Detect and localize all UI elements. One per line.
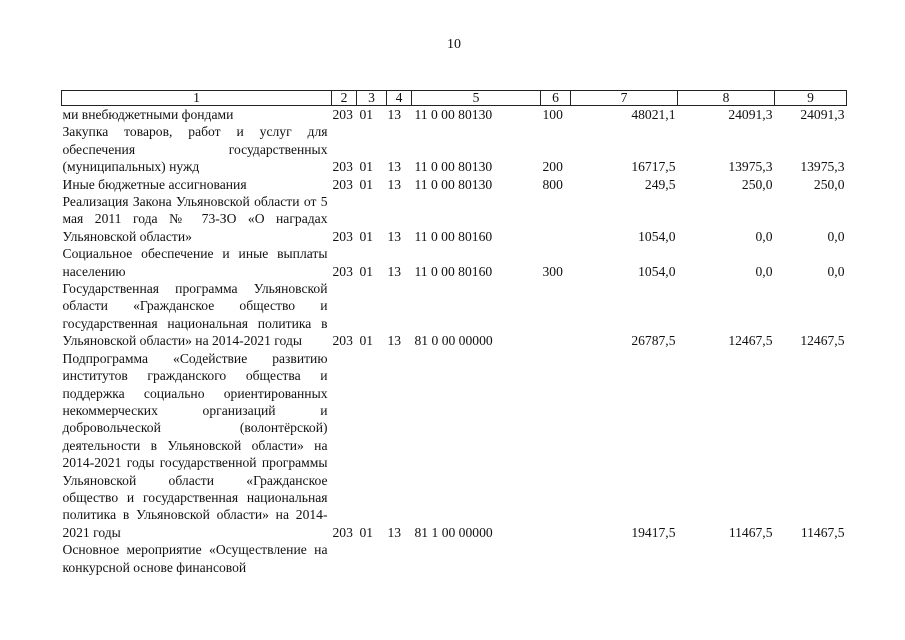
table-row bbox=[62, 541, 847, 576]
header-col-7: 7 bbox=[571, 91, 678, 106]
row-ministry-code: 203 bbox=[332, 228, 353, 244]
row-amount-1: 19417,5 bbox=[631, 524, 676, 540]
row-expense-type bbox=[541, 350, 571, 541]
row-subsection: 13 bbox=[387, 159, 402, 175]
row-amount-3: 13975,3 bbox=[800, 159, 845, 175]
row-expense-type: 800 bbox=[542, 176, 563, 192]
row-ministry-code: 203 bbox=[332, 176, 353, 192]
budget-table bbox=[61, 90, 847, 576]
header-col-6: 6 bbox=[541, 91, 571, 106]
row-amount-2: 12467,5 bbox=[728, 333, 773, 349]
row-amount-2: 11467,5 bbox=[728, 524, 773, 540]
row-subsection: 13 bbox=[387, 176, 402, 192]
row-amount-2: 24091,3 bbox=[728, 107, 773, 122]
row-name: Закупка товаров, работ и услуг для обеспечения государственных (муниципальных) нужд bbox=[62, 124, 328, 175]
row-subsection: 13 bbox=[387, 524, 402, 540]
row-subsection: 13 bbox=[387, 333, 402, 349]
row-target-article: 81 0 00 00000 bbox=[414, 333, 493, 349]
table-row bbox=[62, 176, 847, 193]
row-amount-1: 1054,0 bbox=[638, 263, 676, 279]
row-target-article: 11 0 00 80160 bbox=[414, 263, 493, 279]
page-number: 10 bbox=[447, 37, 461, 52]
row-target-article: 11 0 00 80130 bbox=[414, 176, 493, 192]
row-section: 01 bbox=[359, 107, 374, 122]
row-target-article: 81 1 00 00000 bbox=[414, 524, 493, 540]
row-amount-3: 24091,3 bbox=[800, 107, 845, 122]
row-name: Основное мероприятие «Осуществление на конкурсной основе финансовой bbox=[62, 542, 328, 575]
row-amount-2: 0,0 bbox=[755, 263, 773, 279]
row-name: Социальное обеспечение и иные выплаты населению bbox=[62, 246, 328, 279]
header-col-5: 5 bbox=[412, 91, 541, 106]
row-name: Государственная программа Ульяновской области «Гражданское общество и государственная национальная политика в Ульяновской области» на 2014-2021 годы bbox=[62, 281, 328, 349]
row-target-article: 11 0 00 80160 bbox=[414, 228, 493, 244]
row-target-article: 11 0 00 80130 bbox=[414, 107, 493, 122]
row-amount-3: 250,0 bbox=[813, 176, 845, 192]
row-name: Иные бюджетные ассигнования bbox=[62, 176, 247, 192]
row-amount-2: 13975,3 bbox=[728, 159, 773, 175]
row-ministry-code bbox=[332, 541, 357, 576]
row-name: Подпрограмма «Содействие развитию институтов гражданского общества и поддержка социально ориентированных некоммерческих организаций и добровольческой (волонтёрской) деятельности в Ульяновской области» на 2014-2021 годы государственной программы Ульяновской области «Гражданское общество и государственная национальная политика в Ульяновской области» на 2014-2021 годы bbox=[62, 350, 328, 540]
row-amount-1: 26787,5 bbox=[631, 333, 676, 349]
row-amount-2 bbox=[678, 541, 775, 576]
row-amount-3: 0,0 bbox=[827, 228, 845, 244]
row-expense-type: 100 bbox=[542, 107, 563, 122]
table-body bbox=[62, 106, 847, 576]
row-expense-type: 300 bbox=[542, 263, 563, 279]
header-col-1: 1 bbox=[62, 91, 332, 106]
row-amount-1 bbox=[571, 541, 678, 576]
header-col-9: 9 bbox=[775, 91, 847, 106]
row-amount-3: 12467,5 bbox=[800, 333, 845, 349]
row-ministry-code: 203 bbox=[332, 159, 353, 175]
table-row bbox=[62, 280, 847, 350]
table-row bbox=[62, 245, 847, 280]
table-row bbox=[62, 350, 847, 541]
table-row bbox=[62, 106, 847, 124]
row-section: 01 bbox=[359, 159, 374, 175]
row-section: 01 bbox=[359, 263, 374, 279]
row-amount-1: 16717,5 bbox=[631, 159, 676, 175]
row-section: 01 bbox=[359, 333, 374, 349]
row-subsection bbox=[387, 541, 412, 576]
table-row bbox=[62, 123, 847, 175]
table-header bbox=[62, 91, 847, 106]
row-subsection: 13 bbox=[387, 228, 402, 244]
row-amount-2: 0,0 bbox=[755, 228, 773, 244]
row-expense-type bbox=[541, 280, 571, 350]
row-amount-3: 0,0 bbox=[827, 263, 845, 279]
header-col-4: 4 bbox=[387, 91, 412, 106]
row-amount-3 bbox=[775, 541, 847, 576]
row-name: ми внебюджетными фондами bbox=[62, 107, 234, 122]
row-amount-1: 48021,1 bbox=[631, 107, 676, 122]
row-amount-1: 1054,0 bbox=[638, 228, 676, 244]
row-section: 01 bbox=[359, 176, 374, 192]
row-subsection: 13 bbox=[387, 107, 402, 122]
row-ministry-code: 203 bbox=[332, 333, 353, 349]
row-expense-type bbox=[541, 541, 571, 576]
row-ministry-code: 203 bbox=[332, 107, 353, 122]
header-col-8: 8 bbox=[678, 91, 775, 106]
row-section: 01 bbox=[359, 228, 374, 244]
row-target-article: 11 0 00 80130 bbox=[414, 159, 493, 175]
row-section: 01 bbox=[359, 524, 374, 540]
table-row bbox=[62, 193, 847, 245]
row-expense-type bbox=[541, 193, 571, 245]
row-target-article bbox=[412, 541, 541, 576]
row-ministry-code: 203 bbox=[332, 263, 353, 279]
row-expense-type: 200 bbox=[542, 159, 563, 175]
header-row bbox=[62, 91, 847, 106]
row-ministry-code: 203 bbox=[332, 524, 353, 540]
row-amount-2: 250,0 bbox=[741, 176, 773, 192]
header-col-2: 2 bbox=[332, 91, 357, 106]
header-col-3: 3 bbox=[357, 91, 387, 106]
row-section bbox=[357, 541, 387, 576]
row-amount-1: 249,5 bbox=[644, 176, 676, 192]
row-amount-3: 11467,5 bbox=[800, 524, 845, 540]
row-subsection: 13 bbox=[387, 263, 402, 279]
row-name: Реализация Закона Ульяновской области от 5 мая 2011 года № 73-ЗО «О наградах Ульяновской области» bbox=[62, 194, 328, 244]
